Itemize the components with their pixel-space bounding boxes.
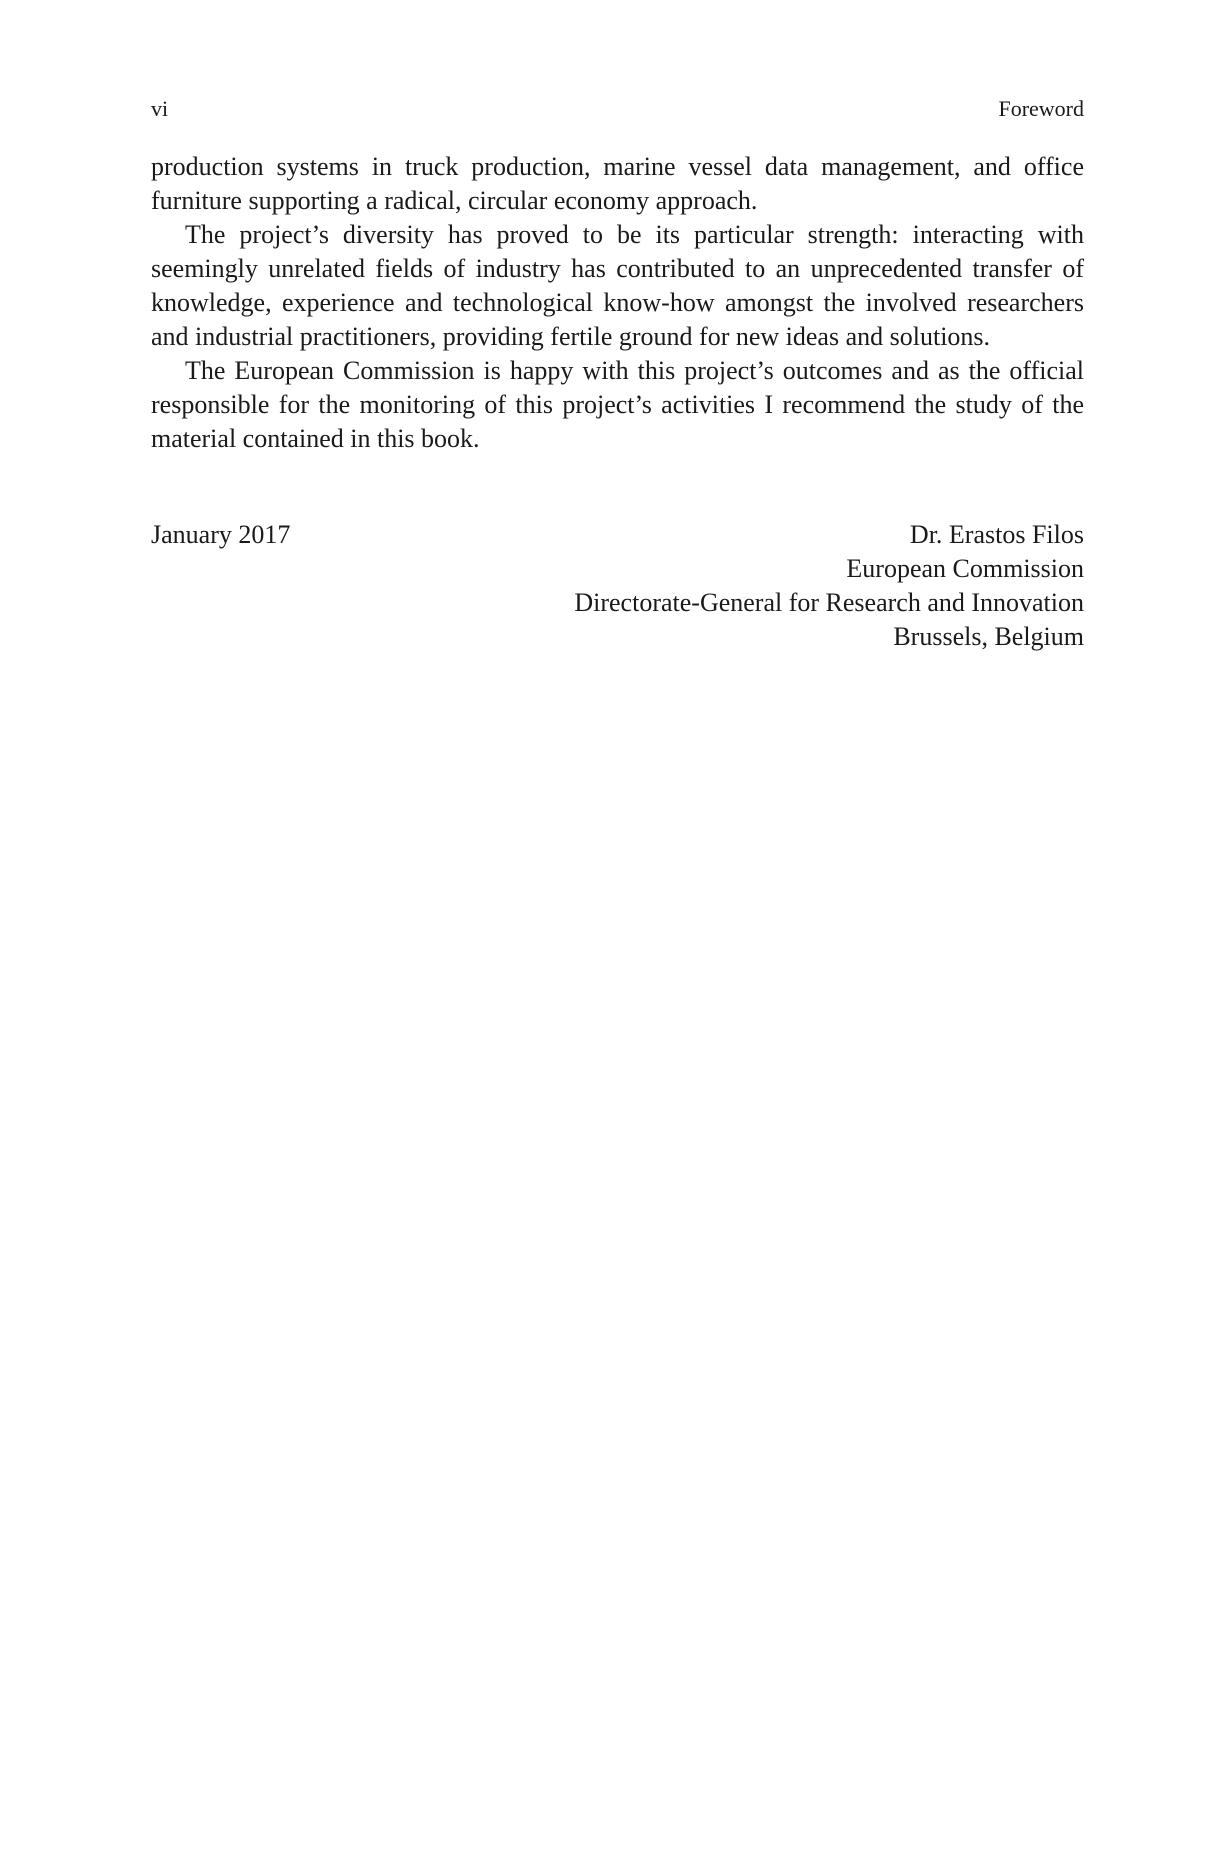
running-head	[151, 96, 1084, 122]
paragraph-recommendation: The European Commission is happy with this project’s outcomes and as the official responsible for the monitoring of this project’s activities I recommend the study of the material contained in this book.	[151, 356, 1084, 453]
signature-lines	[574, 518, 1084, 654]
signatory-name: Dr. Erastos Filos	[909, 520, 1084, 549]
paragraph-diversity: The project’s diversity has proved to be its particular strength: interacting with seemingly unrelated fields of industry has contributed to an unprecedented transfer of knowledge, experience and technological know-how amongst the involved researchers and industrial practitioners, providing fertile ground for new ideas and solutions.	[151, 220, 1084, 351]
document-page	[151, 96, 1084, 654]
signature-block	[151, 518, 1084, 654]
signature-date: January 2017	[151, 520, 291, 549]
page-number: vi	[151, 96, 169, 121]
paragraph-continuation: production systems in truck production, marine vessel data management, and office furniture supporting a radical, circular economy approach.	[151, 152, 1084, 215]
signatory-department: Directorate-General for Research and Innovation	[574, 588, 1084, 617]
signatory-organization: European Commission	[846, 554, 1084, 583]
body-text	[151, 150, 1084, 456]
section-title: Foreword	[998, 96, 1084, 121]
signatory-location: Brussels, Belgium	[893, 622, 1084, 651]
